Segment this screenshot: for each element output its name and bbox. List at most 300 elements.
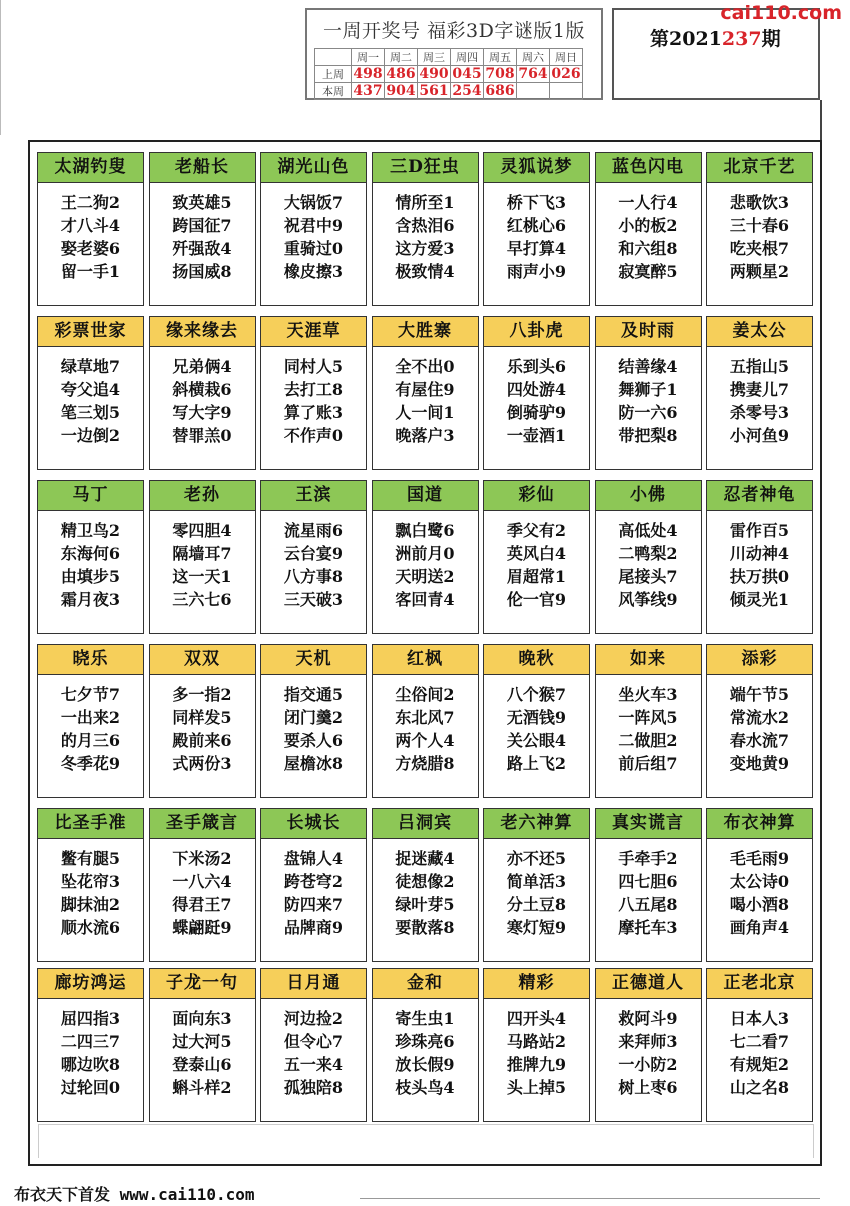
- cell-clues: [373, 355, 478, 447]
- last-week-row: [315, 66, 583, 83]
- cell-clues: [261, 683, 366, 775]
- clue-line: 尘俗间2: [395, 685, 455, 704]
- puzzle-cell: [37, 968, 144, 1122]
- puzzle-cell: [260, 480, 367, 634]
- clue-line: 品牌商9: [283, 918, 344, 937]
- cell-clues: [38, 683, 143, 775]
- clue-line: 才八斗4: [60, 216, 121, 235]
- puzzle-cell: [706, 480, 813, 634]
- clue-line: 结善缘4: [618, 357, 678, 376]
- this-week-label: 本周: [315, 83, 352, 100]
- clue-line: 推牌九9: [506, 1055, 567, 1074]
- cell-clues: [38, 1007, 143, 1099]
- clue-line: 闭门羹2: [283, 708, 344, 727]
- clue-line: 斜横栽6: [172, 380, 232, 399]
- cell-clues: [596, 191, 701, 283]
- clue-line: 夸父追4: [60, 380, 121, 399]
- clue-line: 兄弟俩4: [172, 357, 232, 376]
- cell-clues: [373, 847, 478, 939]
- cell-title: 红枫: [373, 645, 478, 675]
- clue-line: 八个猴7: [506, 685, 567, 704]
- clue-line: 寒灯短9: [506, 918, 567, 937]
- puzzle-cell: [37, 152, 144, 306]
- cell-clues: [150, 355, 255, 447]
- clue-line: 同村人5: [283, 357, 344, 376]
- cell-clues: [707, 191, 812, 283]
- puzzle-cell: [483, 644, 590, 798]
- clue-line: 二鸭梨2: [618, 544, 678, 563]
- clue-line: 人一间1: [395, 403, 455, 422]
- draw-number: 708: [485, 66, 515, 82]
- cell-clues: [596, 1007, 701, 1099]
- draw-number: [517, 83, 550, 100]
- clue-line: 跨国征7: [172, 216, 232, 235]
- clue-line: 绿叶芽5: [395, 895, 455, 914]
- puzzle-cell: [260, 152, 367, 306]
- cell-clues: [373, 519, 478, 611]
- puzzle-cell: [706, 644, 813, 798]
- clue-line: 精卫鸟2: [60, 521, 121, 540]
- clue-line: 重骑过0: [283, 239, 344, 258]
- cell-title: 晚秋: [484, 645, 589, 675]
- clue-line: 含热泪6: [395, 216, 455, 235]
- clue-line: 东北风7: [395, 708, 455, 727]
- puzzle-cell: [149, 644, 256, 798]
- clue-line: 要杀人6: [283, 731, 344, 750]
- cell-title: 老孙: [150, 481, 255, 511]
- clue-line: 情所至1: [395, 193, 455, 212]
- clue-line: 极致情4: [395, 262, 455, 281]
- left-edge-line: [0, 0, 1, 135]
- cell-clues: [150, 683, 255, 775]
- puzzle-cell: [483, 968, 590, 1122]
- days-row: [315, 49, 583, 66]
- clue-line: 得君王7: [172, 895, 232, 914]
- clue-line: 替罪羔0: [172, 426, 232, 445]
- clue-line: 小的板2: [618, 216, 678, 235]
- draw-number: 486: [386, 66, 416, 82]
- clue-line: 英风白4: [506, 544, 567, 563]
- clue-line: 桥下飞3: [506, 193, 567, 212]
- clue-line: 隔墙耳7: [172, 544, 232, 563]
- clue-line: 哪边吹8: [60, 1055, 121, 1074]
- clue-line: 王二狗2: [60, 193, 121, 212]
- clue-line: 红桃心6: [506, 216, 567, 235]
- cell-clues: [373, 191, 478, 283]
- clue-line: 眉超常1: [506, 567, 567, 586]
- clue-line: 携妻儿7: [729, 380, 790, 399]
- clue-line: 捉迷藏4: [395, 849, 455, 868]
- clue-line: 留一手1: [60, 262, 121, 281]
- clue-line: 四处游4: [506, 380, 567, 399]
- puzzle-cell: [372, 808, 479, 962]
- puzzle-cell: [372, 152, 479, 306]
- clue-line: 路上飞2: [506, 754, 567, 773]
- clue-line: 救阿斗9: [618, 1009, 678, 1028]
- clue-line: 致英雄5: [172, 193, 232, 212]
- draw-number: 498: [353, 66, 383, 82]
- cell-title: 布衣神算: [707, 809, 812, 839]
- clue-line: 八方事8: [283, 567, 344, 586]
- clue-line: 头上掉5: [506, 1078, 567, 1097]
- puzzle-cell: [595, 968, 702, 1122]
- issue-prefix: 第2021: [650, 28, 722, 50]
- draw-number: 437: [353, 83, 383, 99]
- clue-line: 三天破3: [283, 590, 344, 609]
- cell-clues: [484, 355, 589, 447]
- draw-number: 254: [452, 83, 482, 99]
- cell-clues: [261, 1007, 366, 1099]
- clue-line: 珍珠亮6: [395, 1032, 455, 1051]
- clue-line: 树上枣6: [618, 1078, 678, 1097]
- puzzle-cell: [595, 808, 702, 962]
- clue-line: 方烧腊8: [395, 754, 455, 773]
- cell-title: 国道: [373, 481, 478, 511]
- puzzle-cell: [706, 152, 813, 306]
- clue-line: 去打工8: [283, 380, 344, 399]
- clue-line: 常流水2: [729, 708, 790, 727]
- clue-line: 舞狮子1: [618, 380, 678, 399]
- puzzle-cell: [149, 808, 256, 962]
- issue-suffix: 期: [761, 28, 781, 50]
- clue-line: 来拜师3: [618, 1032, 678, 1051]
- cell-clues: [707, 1007, 812, 1099]
- clue-line: 一出来2: [60, 708, 121, 727]
- clue-line: 八五尾8: [618, 895, 678, 914]
- cell-title: 长城长: [261, 809, 366, 839]
- clue-line: 毛毛雨9: [729, 849, 790, 868]
- cell-clues: [707, 519, 812, 611]
- puzzle-cell: [260, 808, 367, 962]
- clue-line: 要散落8: [395, 918, 455, 937]
- clue-line: 两个人4: [395, 731, 455, 750]
- clue-line: 寂寞醉5: [618, 262, 678, 281]
- clue-line: 春水流7: [729, 731, 790, 750]
- clue-line: 扬国威8: [172, 262, 232, 281]
- clue-line: 殿前来6: [172, 731, 232, 750]
- clue-line: 橡皮擦3: [283, 262, 344, 281]
- cell-title: 姜太公: [707, 317, 812, 347]
- clue-line: 三十春6: [729, 216, 790, 235]
- clue-line: 这一天1: [172, 567, 232, 586]
- clue-line: 鳖有腿5: [60, 849, 121, 868]
- empty-row: [38, 1124, 814, 1158]
- weekly-numbers-panel: [305, 8, 603, 100]
- clue-line: 吃夹根7: [729, 239, 790, 258]
- clue-line: 流星雨6: [283, 521, 344, 540]
- cell-title: 金和: [373, 969, 478, 999]
- cell-title: 湖光山色: [261, 153, 366, 183]
- clue-line: 悲歌饮3: [729, 193, 790, 212]
- clue-line: 一阵风5: [618, 708, 678, 727]
- clue-line: 五一来4: [283, 1055, 344, 1074]
- clue-line: 二四三7: [60, 1032, 121, 1051]
- draw-number: 045: [452, 66, 482, 82]
- puzzle-cell: [595, 480, 702, 634]
- clue-line: 和六组8: [618, 239, 678, 258]
- clue-line: 扶万拱0: [729, 567, 790, 586]
- cell-title: 真实谎言: [596, 809, 701, 839]
- page-title: 一周开奖号 福彩3D字谜版1版: [323, 20, 585, 42]
- puzzle-cell: [37, 808, 144, 962]
- cell-title: 天涯草: [261, 317, 366, 347]
- clue-line: 分土豆8: [506, 895, 567, 914]
- clue-line: 放长假9: [395, 1055, 455, 1074]
- cell-title: 廊坊鸿运: [38, 969, 143, 999]
- cell-clues: [484, 191, 589, 283]
- cell-title: 大胜寨: [373, 317, 478, 347]
- puzzle-cell: [260, 644, 367, 798]
- clue-line: 两颗星2: [729, 262, 790, 281]
- puzzle-cell: [260, 316, 367, 470]
- site-watermark: cai110.com: [720, 2, 842, 24]
- clue-line: 倒骑驴9: [506, 403, 567, 422]
- clue-line: 写大字9: [172, 403, 232, 422]
- clue-line: 早打算4: [506, 239, 567, 258]
- cell-title: 双双: [150, 645, 255, 675]
- cell-clues: [596, 847, 701, 939]
- clue-line: 马路站2: [506, 1032, 567, 1051]
- cell-clues: [150, 191, 255, 283]
- cell-clues: [261, 355, 366, 447]
- cell-clues: [38, 847, 143, 939]
- clue-line: 祝君中9: [283, 216, 344, 235]
- clue-line: 大锅饭7: [283, 193, 344, 212]
- cell-title: 彩票世家: [38, 317, 143, 347]
- clue-line: 登泰山6: [172, 1055, 232, 1074]
- clue-line: 徒想像2: [395, 872, 455, 891]
- puzzle-cell: [706, 808, 813, 962]
- cell-clues: [150, 1007, 255, 1099]
- clue-line: 多一指2: [172, 685, 232, 704]
- cell-title: 正德道人: [596, 969, 701, 999]
- clue-line: 蝌斗样2: [172, 1078, 232, 1097]
- draw-number: [550, 83, 583, 100]
- draw-number: 764: [518, 66, 548, 82]
- clue-line: 飘白鹭6: [395, 521, 455, 540]
- clue-line: 但令心7: [283, 1032, 344, 1051]
- clue-line: 二做胆2: [618, 731, 678, 750]
- puzzle-cell: [37, 480, 144, 634]
- clue-line: 过大河5: [172, 1032, 232, 1051]
- clue-line: 雷作百5: [729, 521, 790, 540]
- puzzle-cell: [595, 152, 702, 306]
- clue-line: 山之名8: [729, 1078, 790, 1097]
- clue-line: 霜月夜3: [60, 590, 121, 609]
- clue-line: 简单活3: [506, 872, 567, 891]
- cell-title: 蓝色闪电: [596, 153, 701, 183]
- clue-line: 河边捡2: [283, 1009, 344, 1028]
- puzzle-cell: [372, 316, 479, 470]
- clue-line: 全不出0: [395, 357, 455, 376]
- cell-title: 三D狂虫: [373, 153, 478, 183]
- clue-line: 坠花帘3: [60, 872, 121, 891]
- draw-number: 026: [551, 66, 581, 82]
- puzzle-cell: [483, 808, 590, 962]
- clue-line: 歼强敌4: [172, 239, 232, 258]
- clue-line: 算了账3: [283, 403, 344, 422]
- clue-line: 过轮回0: [60, 1078, 121, 1097]
- cell-title: 晓乐: [38, 645, 143, 675]
- clue-line: 东海何6: [60, 544, 121, 563]
- clue-line: 四七胆6: [618, 872, 678, 891]
- clue-line: 冬季花9: [60, 754, 121, 773]
- puzzle-cell: [595, 316, 702, 470]
- cell-clues: [38, 355, 143, 447]
- clue-line: 尾接头7: [618, 567, 678, 586]
- cell-title: 小佛: [596, 481, 701, 511]
- puzzle-cell: [483, 152, 590, 306]
- cell-title: 王滨: [261, 481, 366, 511]
- draw-number: 490: [419, 66, 449, 82]
- last-week-label: 上周: [315, 66, 352, 83]
- cell-clues: [261, 191, 366, 283]
- day-label: 周五: [484, 49, 517, 66]
- cell-title: 正老北京: [707, 969, 812, 999]
- cell-clues: [150, 847, 255, 939]
- this-week-row: [315, 83, 583, 100]
- clue-line: 跨苍穹2: [283, 872, 344, 891]
- cell-clues: [38, 519, 143, 611]
- day-label: 周四: [451, 49, 484, 66]
- clue-line: 坐火车3: [618, 685, 678, 704]
- puzzle-cell: [706, 316, 813, 470]
- puzzle-cell: [260, 968, 367, 1122]
- footer-credit: 布衣天下首发 www.cai110.com: [14, 1185, 255, 1204]
- day-label: 周日: [550, 49, 583, 66]
- cell-title: 子龙一句: [150, 969, 255, 999]
- clue-line: 顺水流6: [60, 918, 121, 937]
- cell-title: 灵狐说梦: [484, 153, 589, 183]
- clue-line: 杀零号3: [729, 403, 790, 422]
- clue-line: 脚抹油2: [60, 895, 121, 914]
- clue-line: 前后组7: [618, 754, 678, 773]
- footer-line: [360, 1198, 820, 1199]
- cell-title: 八卦虎: [484, 317, 589, 347]
- clue-line: 小河鱼9: [729, 426, 790, 445]
- clue-line: 客回青4: [395, 590, 455, 609]
- clue-line: 零四胆4: [172, 521, 232, 540]
- draw-number: 561: [419, 83, 449, 99]
- cell-title: 彩仙: [484, 481, 589, 511]
- cell-clues: [150, 519, 255, 611]
- clue-line: 孤独陪8: [283, 1078, 344, 1097]
- cell-title: 比圣手准: [38, 809, 143, 839]
- clue-line: 有规矩2: [729, 1055, 790, 1074]
- cell-clues: [373, 1007, 478, 1099]
- puzzle-cell: [483, 316, 590, 470]
- cell-clues: [596, 683, 701, 775]
- cell-clues: [707, 355, 812, 447]
- cell-title: 北京千艺: [707, 153, 812, 183]
- puzzle-cell: [372, 480, 479, 634]
- cell-title: 缘来缘去: [150, 317, 255, 347]
- cell-clues: [38, 191, 143, 283]
- clue-line: 式两份3: [172, 754, 232, 773]
- cell-clues: [484, 1007, 589, 1099]
- clue-line: 日本人3: [729, 1009, 790, 1028]
- puzzle-cell: [483, 480, 590, 634]
- weekly-numbers-table: [314, 48, 583, 100]
- clue-line: 高低处4: [618, 521, 678, 540]
- clue-line: 绿草地7: [60, 357, 121, 376]
- puzzle-cell: [706, 968, 813, 1122]
- clue-line: 娶老婆6: [60, 239, 121, 258]
- clue-line: 关公眼4: [506, 731, 567, 750]
- clue-line: 端午节5: [729, 685, 790, 704]
- issue-digits: 237: [721, 28, 762, 50]
- cell-title: 日月通: [261, 969, 366, 999]
- clue-line: 无酒钱9: [506, 708, 567, 727]
- cell-clues: [261, 847, 366, 939]
- clue-line: 洲前月0: [395, 544, 455, 563]
- clue-line: 防四来7: [283, 895, 344, 914]
- cell-title: 老船长: [150, 153, 255, 183]
- puzzle-cell: [37, 644, 144, 798]
- day-label: 周六: [517, 49, 550, 66]
- puzzle-cell: [149, 316, 256, 470]
- clue-line: 一壶酒1: [506, 426, 567, 445]
- clue-line: 伦一官9: [506, 590, 567, 609]
- clue-line: 枝头鸟4: [395, 1078, 455, 1097]
- clue-line: 这方爱3: [395, 239, 455, 258]
- right-edge-line: [820, 100, 822, 140]
- puzzle-cell: [149, 152, 256, 306]
- day-label: 周一: [352, 49, 385, 66]
- clue-line: 防一六6: [618, 403, 678, 422]
- clue-line: 同样发5: [172, 708, 232, 727]
- clue-line: 一八六4: [172, 872, 232, 891]
- draw-number: 686: [485, 83, 515, 99]
- clue-line: 蝶翩跹9: [172, 918, 232, 937]
- clue-line: 三六七6: [172, 590, 232, 609]
- cell-title: 太湖钓叟: [38, 153, 143, 183]
- clue-line: 风筝线9: [618, 590, 678, 609]
- clue-line: 不作声0: [283, 426, 344, 445]
- clue-line: 由填步5: [60, 567, 121, 586]
- cell-title: 圣手箴言: [150, 809, 255, 839]
- clue-line: 面向东3: [172, 1009, 232, 1028]
- cell-title: 忍者神龟: [707, 481, 812, 511]
- cell-clues: [484, 847, 589, 939]
- cell-clues: [261, 519, 366, 611]
- clue-line: 云台宴9: [283, 544, 344, 563]
- clue-line: 喝小酒8: [729, 895, 790, 914]
- cell-clues: [484, 683, 589, 775]
- cell-title: 天机: [261, 645, 366, 675]
- cell-clues: [596, 519, 701, 611]
- cell-clues: [596, 355, 701, 447]
- clue-line: 指交通5: [283, 685, 344, 704]
- clue-line: 一边倒2: [60, 426, 121, 445]
- puzzle-cell: [149, 968, 256, 1122]
- clue-line: 屈四指3: [60, 1009, 121, 1028]
- clue-line: 雨声小9: [506, 262, 567, 281]
- draw-number: 904: [386, 83, 416, 99]
- clue-line: 一小防2: [618, 1055, 678, 1074]
- clue-line: 带把梨8: [618, 426, 678, 445]
- clue-line: 五指山5: [729, 357, 790, 376]
- clue-line: 摩托车3: [618, 918, 678, 937]
- puzzle-cell: [37, 316, 144, 470]
- puzzle-cell: [372, 644, 479, 798]
- cell-clues: [373, 683, 478, 775]
- puzzle-grid: [28, 140, 822, 1166]
- puzzle-cell: [149, 480, 256, 634]
- cell-title: 如来: [596, 645, 701, 675]
- issue-number: [650, 24, 781, 51]
- clue-line: 下米汤2: [172, 849, 232, 868]
